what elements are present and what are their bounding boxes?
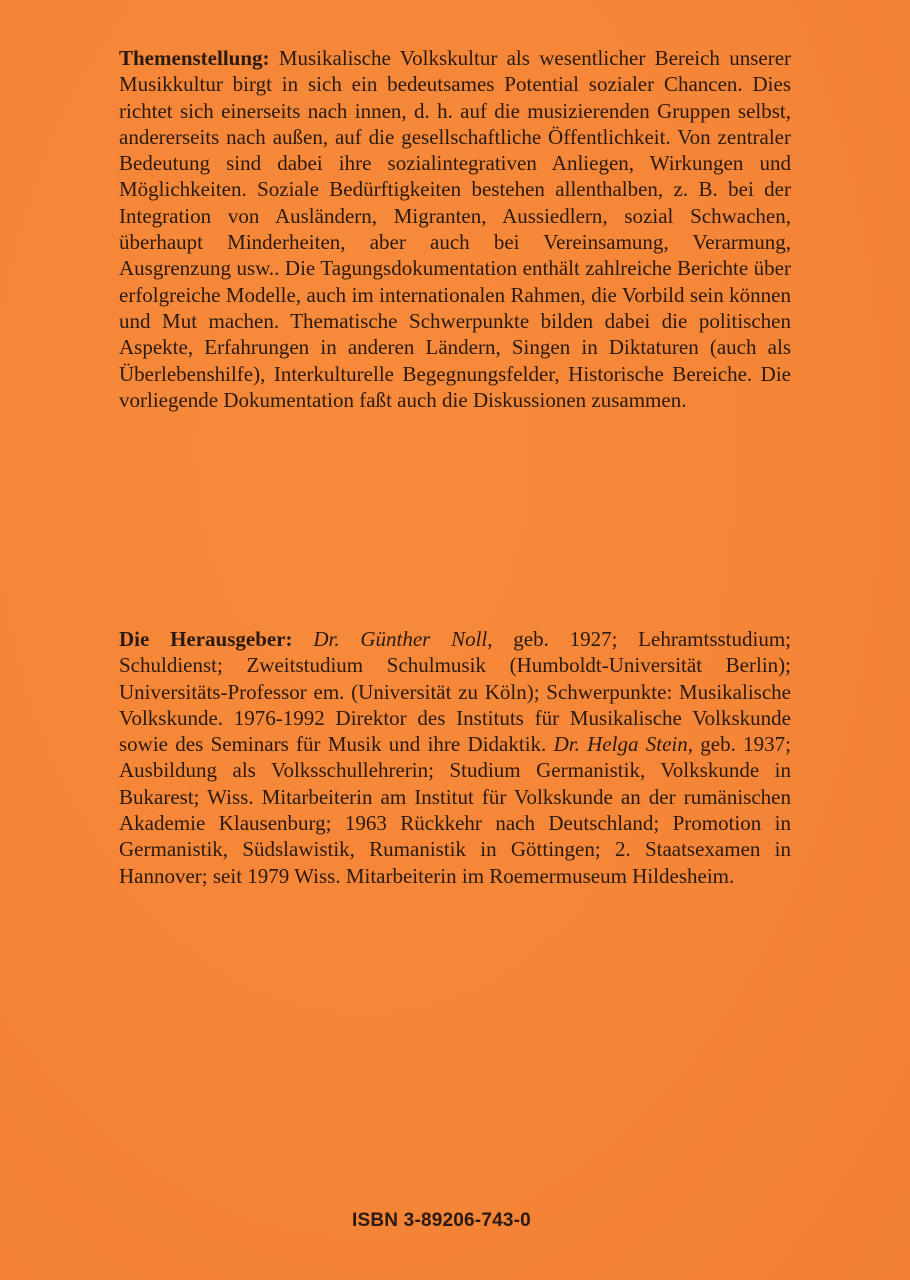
editor-name-stein: Dr. Helga Stein — [553, 732, 688, 757]
herausgeber-label: Die Herausgeber: — [119, 627, 293, 651]
editor-bio-noll: , geb. 1927; Lehramtsstudium; Schuldienst; Zweitstudium Schulmusik (Humboldt-Universität Berlin); Universitäts-Professor em. (Universität zu Köln); Schwerpunkte: Musikalische Volkskunde. 1976-1992 Direktor des Instituts für Musikalische Volkskunde sowie des Seminars für Musik und ihre Didaktik. — [119, 627, 791, 757]
themenstellung-label: Themenstellung: — [119, 46, 270, 70]
herausgeber-paragraph — [119, 626, 791, 889]
themenstellung-text: Musikalische Volkskultur als wesentlicher Bereich unserer Musikkultur birgt in sich ein bedeutsames Potential sozialer Chancen. Dies richtet sich einerseits nach innen, d. h. auf die musizierenden Gruppen selbst, andererseits nach außen, auf die gesellschaftliche Öffentlichkeit. Von zentraler Bedeutung sind dabei ihre sozialintegrativen Anliegen, Wirkungen und Möglichkeiten. Soziale Bedürftigkeiten bestehen allenthalben, z. B. bei der Integration von Ausländern, Migranten, Aussiedlern, sozial Schwachen, überhaupt Minderheiten, aber auch bei Vereinsamung, Verarmung, Ausgrenzung usw.. Die Tagungsdokumentation enthält zahlreiche Berichte über erfolgreiche Modelle, auch im internationalen Rahmen, die Vorbild sein können und Mut machen. Thematische Schwerpunkte bilden dabei die politischen Aspekte, Erfahrungen in anderen Ländern, Singen in Diktaturen (auch als Überlebenshilfe), Interkulturelle Begegnungsfelder, Historische Bereiche. Die vorliegende Dokumentation faßt auch die Diskussionen zusammen. — [119, 46, 792, 412]
isbn-number: ISBN 3-89206-743-0 — [352, 1210, 531, 1231]
editor-bio-stein: , geb. 1937; Ausbildung als Volksschullehrerin; Studium Germanistik, Volkskunde in Bukarest; Wiss. Mitarbeiterin am Institut für Volkskunde an der rumänischen Akademie Klausenburg; 1963 Rückkehr nach Deutschland; Promotion in Germanistik, Südslawistik, Rumanistik in Göttingen; 2. Staatsexamen in Hannover; seit 1979 Wiss. Mitarbeiterin im Roemermuseum Hildesheim. — [119, 732, 791, 888]
editor-name-noll: Dr. Günther Noll — [313, 627, 488, 651]
themenstellung-paragraph — [119, 45, 791, 413]
